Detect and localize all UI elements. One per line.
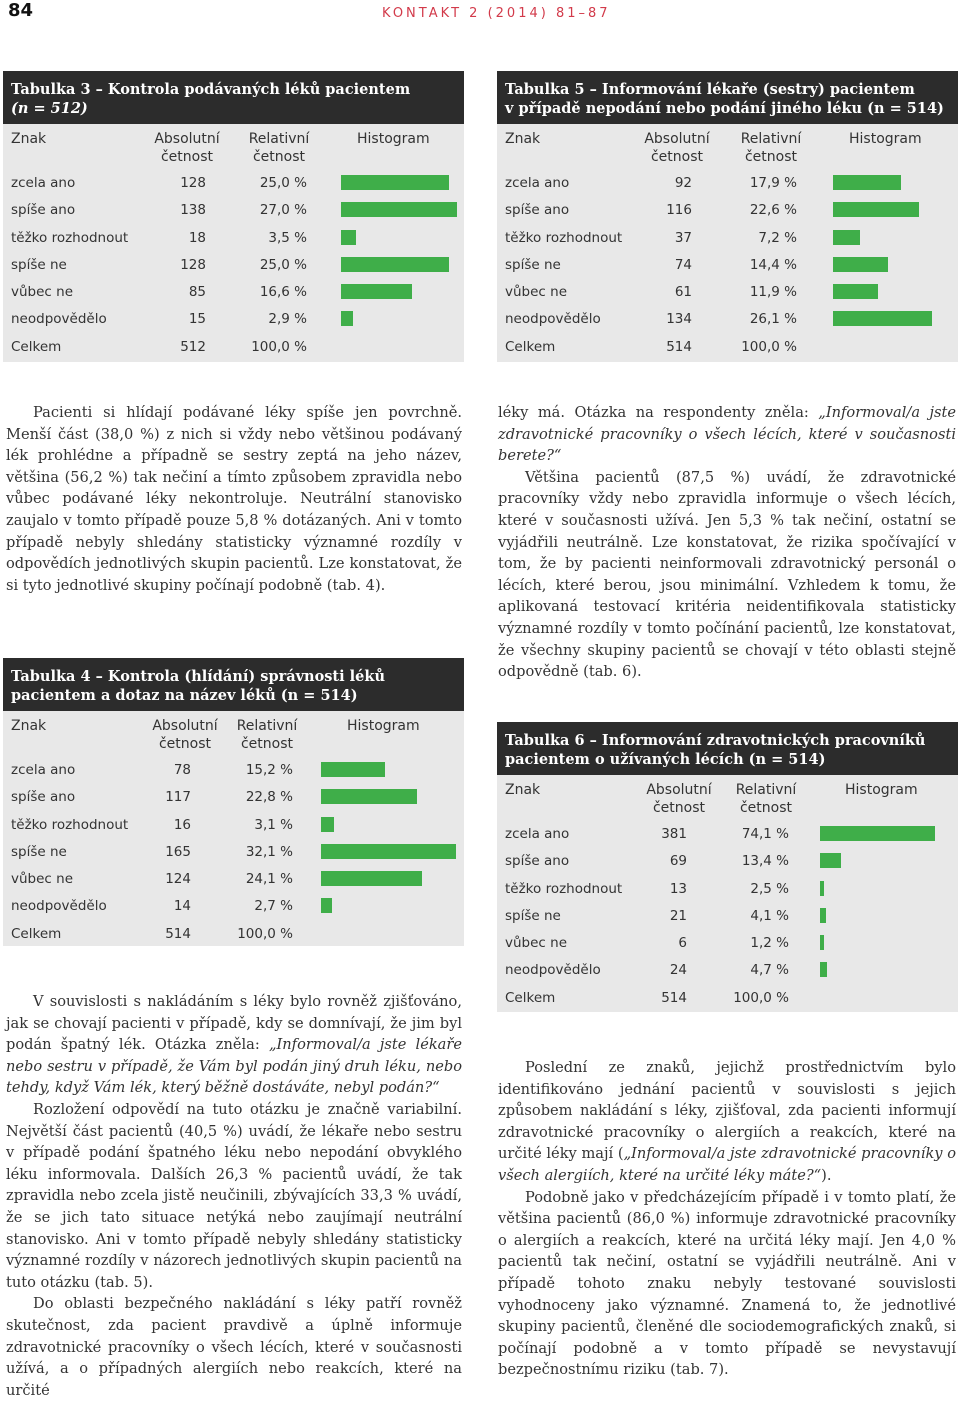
table-body <box>3 757 464 948</box>
cell-znak: těžko rozhodnout <box>505 880 623 897</box>
cell-absolutni: 16 <box>173 816 191 833</box>
table-row <box>3 306 464 333</box>
table-row <box>497 876 958 903</box>
histogram-bar <box>341 230 356 245</box>
table-row <box>3 279 464 306</box>
cell-absolutni: 165 <box>165 843 191 860</box>
cell-absolutni: 128 <box>180 175 206 191</box>
table-row <box>497 306 958 333</box>
cell-znak: spíše ne <box>505 256 561 273</box>
cell-znak: vůbec ne <box>505 284 567 301</box>
cell-absolutni: 69 <box>669 853 687 870</box>
cell-znak: zcela ano <box>11 175 76 191</box>
cell-znak: spíše ano <box>11 789 76 806</box>
cell-relativni: 2,7 % <box>254 898 293 915</box>
cell-znak: vůbec ne <box>11 871 73 888</box>
text-left-bottom <box>6 991 462 1401</box>
cell-absolutni: 21 <box>669 907 687 924</box>
cell-relativni: 100,0 % <box>741 338 797 355</box>
histogram-bar <box>820 881 824 896</box>
cell-znak: vůbec ne <box>505 935 567 952</box>
caption-line: Tabulka 3 – Kontrola podávaných léků pacientem <box>11 81 411 98</box>
caption-line: Tabulka 6 – Informování zdravotnických pracovníků <box>505 732 926 749</box>
cell-relativni: 32,1 % <box>245 843 293 860</box>
table-caption <box>497 722 958 775</box>
cell-znak: Celkem <box>11 338 62 355</box>
column-header-relativni: Relativní četnost <box>735 782 797 816</box>
paragraph: léky má. Otázka na respondenty zněla: „Informoval/a jste zdravotnické pracovníky o všech lécích, které v současnosti berete?“ <box>498 404 956 465</box>
table-row <box>497 252 958 279</box>
cell-absolutni: 124 <box>165 871 191 888</box>
histogram-bar <box>820 962 827 977</box>
histogram-bar <box>321 898 332 913</box>
table-row <box>3 225 464 252</box>
table-row <box>3 784 464 811</box>
table-row <box>3 893 464 920</box>
paragraph: Poslední ze znaků, jejichž prostřednictvím bylo identifikováno jednání pacientů v souvislosti s jejich způsobem nakládání s léky, zjišťoval, zda pacienti informují zdravotnické pracovníky o alergiích a reakcích, které na určité léky mají („Informoval/a jste zdravotnické pracovníky o všech alergiích, které na určité léky máte?“). <box>498 1059 956 1184</box>
cell-relativni: 24,1 % <box>245 871 293 888</box>
table-row <box>497 170 958 197</box>
cell-absolutni: 514 <box>165 925 191 942</box>
histogram-bar <box>820 908 826 923</box>
histogram-bar <box>833 175 901 190</box>
table-caption <box>3 658 464 711</box>
cell-absolutni: 6 <box>678 935 687 952</box>
cell-znak: těžko rozhodnout <box>505 229 623 246</box>
cell-relativni: 100,0 % <box>251 338 307 355</box>
paragraph: Většina pacientů (87,5 %) uvádí, že zdravotnické pracovníky vždy nebo zpravidla informuje o všech lécích, které v současnosti užívá. Jen 5,3 % tak nečiní, ostatní se vyjádřili neutrálně. Lze konstatovat, že rizika spočívající v tom, že by pacienti neinformovali zdravotnický personál o lécích, které berou, jsou minimální. Vzhledem k tomu, že aplikovaná testovací kritéria neidentifikovala statisticky významné rozdíly v tomto počínání pacientů, lze konstatovat, že všechny skupiny pacientů se chovají v této oblasti stejně odpovědně (tab. 6). <box>498 468 956 681</box>
cell-znak: těžko rozhodnout <box>11 229 129 246</box>
histogram-bar <box>820 853 841 868</box>
table-header <box>497 775 958 821</box>
cell-relativni: 15,2 % <box>245 762 293 778</box>
histogram-bar <box>321 871 422 886</box>
cell-znak: spíše ne <box>11 256 67 273</box>
table-row <box>497 225 958 252</box>
table-body <box>497 170 958 361</box>
cell-relativni: 25,0 % <box>259 256 307 273</box>
column-header-znak: Znak <box>505 782 541 798</box>
cell-relativni: 14,4 % <box>749 256 797 273</box>
table-row <box>497 930 958 957</box>
table-row <box>3 812 464 839</box>
column-header-histogram: Histogram <box>347 718 420 734</box>
table-body <box>497 821 958 1012</box>
cell-znak: zcela ano <box>505 175 570 191</box>
cell-relativni: 16,6 % <box>259 284 307 301</box>
cell-relativni: 13,4 % <box>741 853 789 870</box>
caption-line: (n = 512) <box>11 100 88 117</box>
cell-relativni: 100,0 % <box>237 925 293 942</box>
paragraph: Pacienti si hlídají podávané léky spíše jen povrchně. Menší část (38,0 %) z nich si vždy nebo většinou podávaný lék prohlédne a případně se sestry zeptá na jeho název, většina (56,2 %) tak nečiní a tímto způsobem zpravidla nebo vůbec podávané léky nekontroluje. Neutrální stanovisko zaujalo v tomto případě pouze 5,8 % dotázaných. Ani v tomto případě nebyly shledány statisticky významné rozdíly v odpovědích jednotlivých skupin pacientů. Lze konstatovat, že si tyto jednotlivé skupiny počínají podobně (tab. 4). <box>6 404 462 594</box>
table-row <box>497 197 958 224</box>
cell-absolutni: 78 <box>173 762 191 778</box>
caption-line: Tabulka 4 – Kontrola (hlídání) správnosti léků <box>11 668 385 685</box>
table-caption <box>3 71 464 124</box>
cell-znak: Celkem <box>11 925 62 942</box>
cell-absolutni: 116 <box>666 202 692 219</box>
table-3 <box>3 71 464 362</box>
table-row <box>497 848 958 875</box>
cell-znak: neodpovědělo <box>505 311 601 328</box>
histogram-bar <box>833 311 932 326</box>
cell-relativni: 27,0 % <box>259 202 307 219</box>
table-row <box>497 279 958 306</box>
cell-relativni: 2,9 % <box>268 311 307 328</box>
cell-relativni: 100,0 % <box>733 989 789 1006</box>
cell-relativni: 3,5 % <box>268 229 307 246</box>
column-header-absolutni: Absolutní četnost <box>152 718 218 752</box>
cell-znak: spíše ano <box>505 853 570 870</box>
column-header-znak: Znak <box>505 131 541 147</box>
cell-absolutni: 92 <box>674 175 692 191</box>
cell-relativni: 3,1 % <box>254 816 293 833</box>
histogram-bar <box>833 284 878 299</box>
cell-relativni: 74,1 % <box>741 826 789 842</box>
cell-absolutni: 138 <box>180 202 206 219</box>
table-row <box>3 921 464 948</box>
histogram-bar <box>341 284 412 299</box>
histogram-bar <box>321 762 385 777</box>
column-header-znak: Znak <box>11 718 47 734</box>
table-row <box>497 903 958 930</box>
table-row <box>3 866 464 893</box>
cell-absolutni: 514 <box>666 338 692 355</box>
histogram-bar <box>321 817 334 832</box>
column-header-relativni: Relativní četnost <box>236 718 298 752</box>
caption-line: pacientem o užívaných lécích (n = 514) <box>505 751 826 768</box>
histogram-bar <box>833 230 860 245</box>
cell-relativni: 26,1 % <box>749 311 797 328</box>
table-row <box>3 334 464 361</box>
cell-znak: Celkem <box>505 338 556 355</box>
paragraph: Podobně jako v předcházejícím případě i v tomto platí, že většina pacientů (86,0 %) informuje zdravotnické pracovníky o alergiích a reakcích, které na určitá léky mají. Jen 4,0 % pacientů tak nečiní, ostatní se vyjádřili neutrálně. Ani v případě tohoto znaku nebyly testované souvislosti vyhodnoceny jako významné. Znamená to, že jednotlivé skupiny pacientů, členěné dle sociodemografických znaků, si počínají podobně a v tomto případě se nevystavují bezpečnostnímu riziku (tab. 7). <box>498 1188 956 1379</box>
table-row <box>497 821 958 848</box>
cell-absolutni: 512 <box>180 338 206 355</box>
cell-relativni: 25,0 % <box>259 175 307 191</box>
histogram-bar <box>833 257 888 272</box>
caption-line: Tabulka 5 – Informování lékaře (sestry) pacientem <box>505 81 915 98</box>
histogram-bar <box>341 311 353 326</box>
column-header-relativni: Relativní četnost <box>740 131 802 165</box>
table-row <box>3 252 464 279</box>
page-number: 84 <box>8 0 34 21</box>
table-row <box>3 170 464 197</box>
cell-absolutni: 85 <box>188 284 206 301</box>
column-header-absolutni: Absolutní četnost <box>154 131 220 165</box>
cell-znak: vůbec ne <box>11 284 73 301</box>
table-6 <box>497 722 958 1012</box>
cell-absolutni: 61 <box>674 284 692 301</box>
paragraph: Rozložení odpovědí na tuto otázku je značně variabilní. Největší část pacientů (40,5 %) uvádí, že lékaře nebo sestru v případě podání špatného léku nebo nepodání obvyklého léku informovala. Dalších 26,3 % pacientů uvádí, že tak zpravidla nebo zcela jistě neučinili, zbývajících 33,3 % uvádí, že se jich tato situace netýká nebo zaujímají neutrální stanovisko. Ani v tomto případě nebyly shledány statisticky významné rozdíly v názorech jednotlivých skupin pacientů na tuto otázku (tab. 5). <box>6 1100 462 1291</box>
table-row <box>3 839 464 866</box>
cell-relativni: 11,9 % <box>749 284 797 301</box>
table-header <box>3 711 464 757</box>
text-right-bottom <box>498 1057 956 1381</box>
histogram-bar <box>321 844 456 859</box>
cell-relativni: 7,2 % <box>758 229 797 246</box>
cell-absolutni: 381 <box>661 826 687 842</box>
column-header-absolutni: Absolutní četnost <box>644 131 710 165</box>
cell-absolutni: 74 <box>674 256 692 273</box>
cell-relativni: 22,8 % <box>245 789 293 806</box>
table-4 <box>3 658 464 946</box>
cell-absolutni: 15 <box>188 311 206 328</box>
histogram-bar <box>820 935 824 950</box>
caption-line: pacientem a dotaz na název léků (n = 514) <box>11 687 358 704</box>
cell-absolutni: 14 <box>173 898 191 915</box>
table-row <box>497 957 958 984</box>
table-caption <box>497 71 958 124</box>
text-right-top <box>498 402 956 683</box>
cell-absolutni: 128 <box>180 256 206 273</box>
cell-absolutni: 134 <box>666 311 692 328</box>
column-header-histogram: Histogram <box>845 782 918 798</box>
table-header <box>3 124 464 170</box>
cell-znak: těžko rozhodnout <box>11 816 129 833</box>
cell-relativni: 1,2 % <box>750 935 789 952</box>
cell-absolutni: 37 <box>674 229 692 246</box>
histogram-bar <box>341 202 457 217</box>
paragraph: V souvislosti s nakládáním s léky bylo rovněž zjišťováno, jak se chovají pacienti v případě, kdy se domnívají, že jim byl podán špatný lék. Otázka zněla: „Informoval/a jste lékaře nebo sestru v případě, že Vám byl podán jiný druh léku, nebo tehdy, když Vám lék, který běžně dostáváte, nebyl podán?“ <box>6 993 462 1097</box>
cell-absolutni: 18 <box>188 229 206 246</box>
text-left-top <box>6 402 462 596</box>
cell-relativni: 4,7 % <box>750 962 789 979</box>
histogram-bar <box>820 826 935 841</box>
cell-znak: zcela ano <box>11 762 76 778</box>
table-body <box>3 170 464 361</box>
cell-absolutni: 514 <box>661 989 687 1006</box>
cell-znak: Celkem <box>505 989 556 1006</box>
table-5 <box>497 71 958 362</box>
column-header-histogram: Histogram <box>849 131 922 147</box>
column-header-absolutni: Absolutní četnost <box>646 782 712 816</box>
histogram-bar <box>341 257 449 272</box>
cell-znak: neodpovědělo <box>11 311 107 328</box>
cell-znak: spíše ano <box>505 202 570 219</box>
cell-znak: zcela ano <box>505 826 570 842</box>
cell-absolutni: 117 <box>165 789 191 806</box>
cell-znak: spíše ne <box>11 843 67 860</box>
column-header-histogram: Histogram <box>357 131 430 147</box>
cell-znak: spíše ano <box>11 202 76 219</box>
cell-relativni: 2,5 % <box>750 880 789 897</box>
table-header <box>497 124 958 170</box>
cell-znak: neodpovědělo <box>505 962 601 979</box>
table-row <box>3 757 464 784</box>
paragraph: Do oblasti bezpečného nakládání s léky patří rovněž skutečnost, zda pacient pravdivě a úplně informuje zdravotnické pracovníky o všech lécích, které v současnosti užívá, a o případných alergiích nebo reakcích, které na určité <box>6 1295 462 1399</box>
cell-znak: neodpovědělo <box>11 898 107 915</box>
column-header-relativni: Relativní četnost <box>248 131 310 165</box>
table-row <box>497 334 958 361</box>
histogram-bar <box>321 789 417 804</box>
cell-relativni: 4,1 % <box>750 907 789 924</box>
cell-absolutni: 13 <box>669 880 687 897</box>
cell-relativni: 22,6 % <box>749 202 797 219</box>
histogram-bar <box>833 202 919 217</box>
cell-relativni: 17,9 % <box>749 175 797 191</box>
table-row <box>3 197 464 224</box>
column-header-znak: Znak <box>11 131 47 147</box>
cell-absolutni: 24 <box>669 962 687 979</box>
caption-line: v případě nepodání nebo podání jiného léku (n = 514) <box>505 100 944 117</box>
cell-znak: spíše ne <box>505 907 561 924</box>
table-row <box>497 985 958 1012</box>
journal-header: KONTAKT 2 (2014) 81–87 <box>382 6 611 21</box>
histogram-bar <box>341 175 449 190</box>
